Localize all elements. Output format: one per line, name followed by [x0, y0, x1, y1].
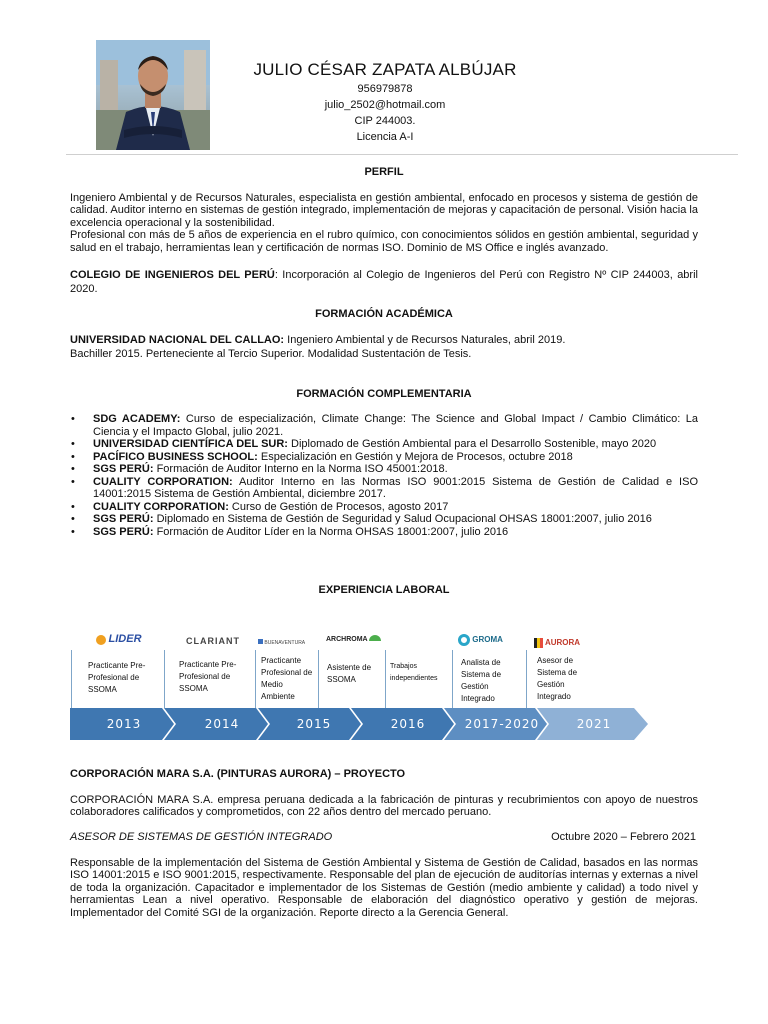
section-title-perfil: PERFIL — [364, 166, 404, 178]
course-org: UNIVERSIDAD CIENTÍFICA DEL SUR: — [93, 438, 288, 450]
clariant-logo: CLARIANT — [186, 636, 240, 646]
bullet: • — [71, 413, 75, 425]
timeline-role: Practicante Pre- Profesional de SSOMA — [179, 660, 237, 693]
bullet: • — [71, 475, 75, 488]
bullet: • — [71, 450, 75, 463]
list-item — [70, 413, 698, 438]
lider-logo: LIDER — [96, 633, 142, 645]
colegio-text — [70, 268, 698, 296]
person-silhouette-icon — [96, 40, 210, 150]
job-responsibilities: Responsable de la implementación del Sistema de Gestión Ambiental y Sistema de Gestión de Calidad, basados en las normas ISO 14001:2015 e ISO 9001:2015, respectivamente. Responsable del plan de ejecución de auditorías internas y externas a nivel de toda la organización. Capacitador e implementador de los Sistemas de Gestión (medio ambiente y calidad) a todo nivel y herramientas Lean a nivel operativo. Responsable de elaboración del diagnóstico operativo y gestión de mejoras. Implementador del Comité SGI de la organización. Reporte directo a la Gerencia General. — [70, 857, 698, 919]
timeline-role: Asistente de SSOMA — [327, 663, 372, 684]
timeline-year: 2014 — [204, 717, 240, 731]
complementaria-list — [70, 413, 698, 538]
list-item — [70, 476, 698, 501]
list-item — [70, 513, 698, 526]
course-org: CUALITY CORPORATION: — [93, 475, 233, 488]
section-title-formacion: FORMACIÓN ACADÉMICA — [315, 308, 453, 320]
phone-number: 956979878 — [357, 83, 413, 95]
university-label: UNIVERSIDAD NACIONAL DEL CALLAO: — [70, 334, 285, 346]
course-org: SGS PERÚ: — [93, 513, 154, 525]
course-org: PACÍFICO BUSINESS SCHOOL: — [93, 450, 258, 463]
cip-number: CIP 244003. — [354, 115, 416, 127]
archroma-logo: ARCHROMA — [326, 635, 381, 643]
timeline-separator — [164, 650, 165, 708]
timeline-year: 2021 — [576, 717, 612, 731]
timeline-year: 2016 — [390, 717, 426, 731]
buenaventura-logo: BUENAVENTURA — [258, 639, 305, 646]
bullet: • — [71, 438, 75, 450]
list-item — [70, 463, 698, 476]
list-item — [70, 526, 698, 539]
timeline-separator — [526, 650, 527, 708]
course-detail: Diplomado en Sistema de Gestión de Seguridad y Salud Ocupacional OHSAS 18001:2007, julio 2016 — [153, 513, 652, 525]
email-address: julio_2502@hotmail.com — [324, 99, 446, 111]
timeline-role: Practicante Profesional de Medio Ambiente — [261, 656, 313, 701]
course-detail: Curso de especialización, Climate Change: The Science and Global Impact / Cambio Climático: La Ciencia y el Impacto Global, julio 2021. — [93, 413, 698, 438]
timeline-separator — [385, 650, 386, 708]
course-detail: Auditor Interno en las Normas ISO 9001:2015 Sistema de Gestión de Calidad e ISO 14001:2015 Sistema de Gestión Ambiental, diciembre 2017. — [93, 475, 698, 500]
bullet: • — [71, 513, 75, 525]
course-detail: Diplomado de Gestión Ambiental para el Desarrollo Sostenible, mayo 2020 — [287, 438, 657, 450]
course-detail: Curso de Gestión de Procesos, agosto 2017 — [228, 500, 449, 513]
timeline-role: Analista de Sistema de Gestión Integrado — [461, 658, 502, 703]
timeline-separator — [71, 650, 72, 708]
bullet: • — [71, 525, 75, 538]
timeline-role: Asesor de Sistema de Gestión Integrado — [537, 656, 578, 701]
timeline-year: 2017-2020 — [464, 717, 540, 731]
section-title-experiencia: EXPERIENCIA LABORAL — [318, 584, 450, 596]
job-company-description: CORPORACIÓN MARA S.A. empresa peruana dedicada a la fabricación de pinturas y recubrimientos con apoyo de nuestros colaboradores calificados y comprometidos, con 22 años dentro del mercado peruano. — [70, 794, 698, 819]
perfil-paragraph-2: Profesional con más de 5 años de experiencia en el rubro químico, con conocimientos sólidos en gestión ambiental, seguridad y salud en el trabajo, herramientas lean y certificación de normas ISO. Dominio de MS Office e inglés avanzado. — [70, 229, 698, 254]
job-dates: Octubre 2020 – Febrero 2021 — [551, 831, 696, 843]
timeline-year: 2013 — [106, 717, 142, 731]
course-org: CUALITY CORPORATION: — [93, 500, 229, 513]
course-org: SGS PERÚ: — [93, 463, 154, 475]
list-item — [70, 501, 698, 514]
timeline-year: 2015 — [296, 717, 332, 731]
course-org: SGS PERÚ: — [93, 525, 154, 538]
timeline-role: Trabajos independientes — [390, 663, 438, 682]
formacion-text — [70, 333, 698, 361]
timeline-separator — [318, 650, 319, 708]
timeline-separator — [452, 650, 453, 708]
job-company: CORPORACIÓN MARA S.A. (PINTURAS AURORA) – PROYECTO — [70, 768, 406, 780]
groma-logo: GROMA — [458, 634, 503, 646]
bachiller-detail: Bachiller 2015. Perteneciente al Tercio Superior. Modalidad Sustentación de Tesis. — [70, 348, 472, 360]
profile-photo — [96, 40, 210, 150]
colegio-label: COLEGIO DE INGENIEROS DEL PERÚ — [70, 269, 275, 281]
license: Licencia A-I — [356, 131, 414, 143]
bullet: • — [71, 500, 75, 513]
timeline-separator — [255, 650, 256, 708]
bullet: • — [71, 463, 75, 475]
aurora-logo: AURORA — [534, 638, 580, 648]
candidate-name: JULIO CÉSAR ZAPATA ALBÚJAR — [253, 60, 517, 79]
course-detail: Especialización en Gestión y Mejora de Procesos, octubre 2018 — [257, 450, 573, 463]
perfil-paragraph-1: Ingeniero Ambiental y de Recursos Naturales, especialista en gestión ambiental, enfocado en procesos y sistema de gestión de calidad. Auditor interno en sistemas de gestión integrado, implementación de mejoras y capacitación de personal. Visión hacia la excelencia operacional y la sostenibilidad. — [70, 192, 698, 229]
list-item — [70, 451, 698, 464]
list-item — [70, 438, 698, 451]
course-detail: Formación de Auditor Líder en la Norma OHSAS 18001:2007, julio 2016 — [153, 525, 509, 538]
section-title-complementaria: FORMACIÓN COMPLEMENTARIA — [296, 388, 472, 400]
colegio-detail: : Incorporación al Colegio de Ingenieros del Perú con Registro Nº CIP 244003, abril 2020. — [70, 269, 698, 295]
perfil-text — [70, 192, 698, 254]
timeline-role: Practicante Pre- Profesional de SSOMA — [88, 661, 146, 694]
header-divider — [66, 154, 738, 155]
job-position: ASESOR DE SISTEMAS DE GESTIÓN INTEGRADO — [70, 831, 333, 843]
course-org: SDG ACADEMY: — [93, 413, 181, 425]
university-detail: Ingeniero Ambiental y de Recursos Naturales, abril 2019. — [284, 334, 566, 346]
course-detail: Formación de Auditor Interno en la Norma ISO 45001:2018. — [153, 463, 448, 475]
